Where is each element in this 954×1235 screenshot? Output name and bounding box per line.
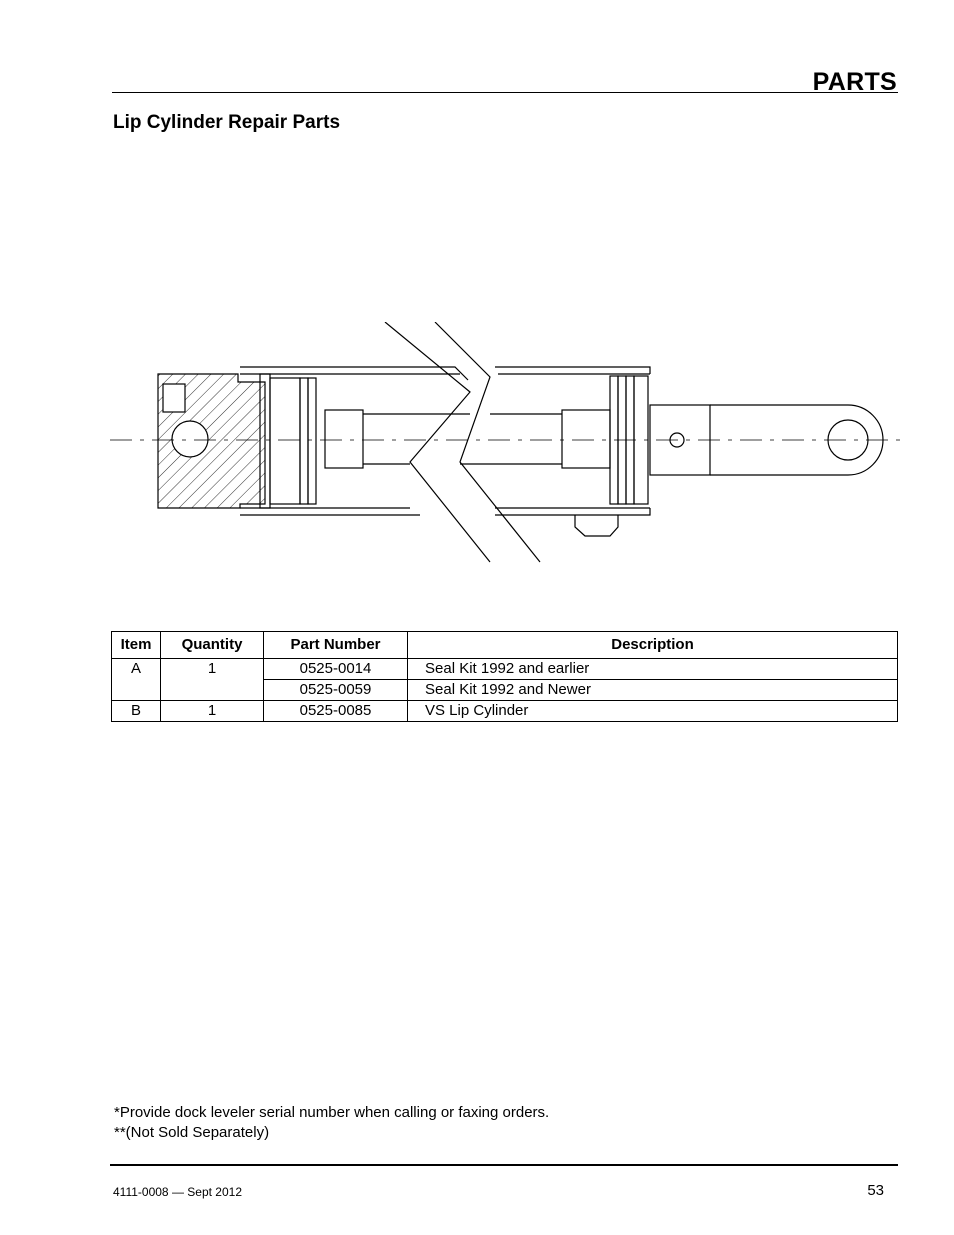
table-header-row <box>112 632 898 659</box>
cell-description: Seal Kit 1992 and Newer <box>408 680 898 701</box>
lip-cylinder-drawing <box>110 322 900 567</box>
table-row <box>112 659 898 680</box>
header-part-number: Part Number <box>264 632 408 659</box>
cell-item: B <box>112 701 161 722</box>
header-quantity: Quantity <box>161 632 264 659</box>
document-id: 4111-0008 — Sept 2012 <box>113 1185 242 1199</box>
cell-part-number: 0525-0059 <box>264 680 408 701</box>
cell-part-number: 0525-0014 <box>264 659 408 680</box>
footnote-not-sold: **(Not Sold Separately) <box>114 1124 270 1141</box>
page-title: Lip Cylinder Repair Parts <box>113 112 341 133</box>
page-number: 53 <box>867 1182 884 1199</box>
footnote-serial: *Provide dock leveler serial number when calling or faxing orders. <box>114 1104 550 1121</box>
cell-quantity: 1 <box>161 659 264 701</box>
parts-table <box>111 631 898 722</box>
section-label: PARTS <box>812 68 897 96</box>
footnotes <box>114 1103 549 1143</box>
header-rule <box>112 92 898 93</box>
cell-part-number: 0525-0085 <box>264 701 408 722</box>
cell-quantity: 1 <box>161 701 264 722</box>
footer-rule <box>110 1164 898 1166</box>
cell-item: A <box>112 659 161 701</box>
table-row <box>112 701 898 722</box>
header-description: Description <box>408 632 898 659</box>
cell-description: Seal Kit 1992 and earlier <box>408 659 898 680</box>
cell-description: VS Lip Cylinder <box>408 701 898 722</box>
end-pin <box>172 421 208 457</box>
header-item: Item <box>112 632 161 659</box>
